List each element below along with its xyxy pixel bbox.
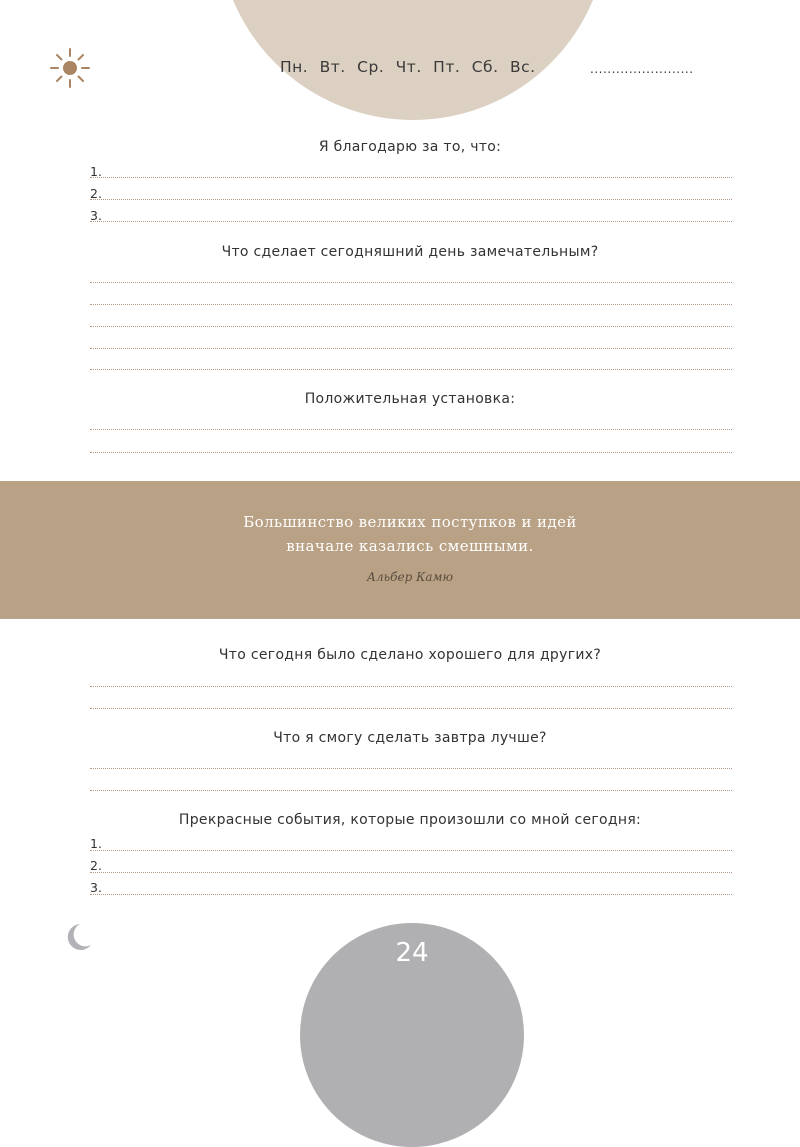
wonderful-day-line-5[interactable] (90, 369, 732, 370)
quote-text (0, 510, 800, 558)
events-number-1: 1. (90, 836, 102, 851)
tomorrow-better-heading: Что я смогу сделать завтра лучше? (273, 730, 547, 746)
good-for-others-line-2[interactable] (90, 708, 732, 709)
page-number: 24 (395, 938, 429, 968)
gratitude-number-1: 1. (90, 164, 102, 179)
weekdays-row: Пн. Вт. Ср. Чт. Пт. Сб. Вс. (280, 58, 536, 76)
events-line-3[interactable] (90, 894, 732, 895)
quote-author: Альбер Камю (366, 570, 454, 584)
gratitude-number-2: 2. (90, 186, 102, 201)
good-for-others-heading: Что сегодня было сделано хорошего для других? (218, 647, 602, 663)
wonderful-day-line-1[interactable] (90, 282, 732, 283)
wonderful-day-line-2[interactable] (90, 304, 732, 305)
gratitude-line-2[interactable] (90, 199, 732, 200)
moon-icon (60, 920, 94, 954)
gratitude-heading: Я благодарю за то, что: (318, 139, 502, 155)
affirmation-heading: Положительная установка: (304, 391, 516, 407)
wonderful-day-line-3[interactable] (90, 326, 732, 327)
tomorrow-better-line-2[interactable] (90, 790, 732, 791)
date-line[interactable]: ........................ (590, 62, 694, 76)
beautiful-events-heading: Прекрасные события, которые произошли со мной сегодня: (178, 812, 642, 828)
affirmation-line-2[interactable] (90, 452, 732, 453)
good-for-others-line-1[interactable] (90, 686, 732, 687)
events-number-2: 2. (90, 858, 102, 873)
events-line-1[interactable] (90, 850, 732, 851)
gratitude-line-3[interactable] (90, 221, 732, 222)
quote-line-2: вначале казались смешными. (286, 537, 534, 555)
wonderful-day-line-4[interactable] (90, 348, 732, 349)
gratitude-number-3: 3. (90, 208, 102, 223)
wonderful-day-heading: Что сделает сегодняшний день замечательным? (221, 244, 599, 260)
affirmation-line-1[interactable] (90, 429, 732, 430)
events-number-3: 3. (90, 880, 102, 895)
tomorrow-better-line-1[interactable] (90, 768, 732, 769)
sun-icon (48, 46, 92, 90)
quote-line-1: Большинство великих поступков и идей (243, 513, 577, 531)
gratitude-line-1[interactable] (90, 177, 732, 178)
events-line-2[interactable] (90, 872, 732, 873)
